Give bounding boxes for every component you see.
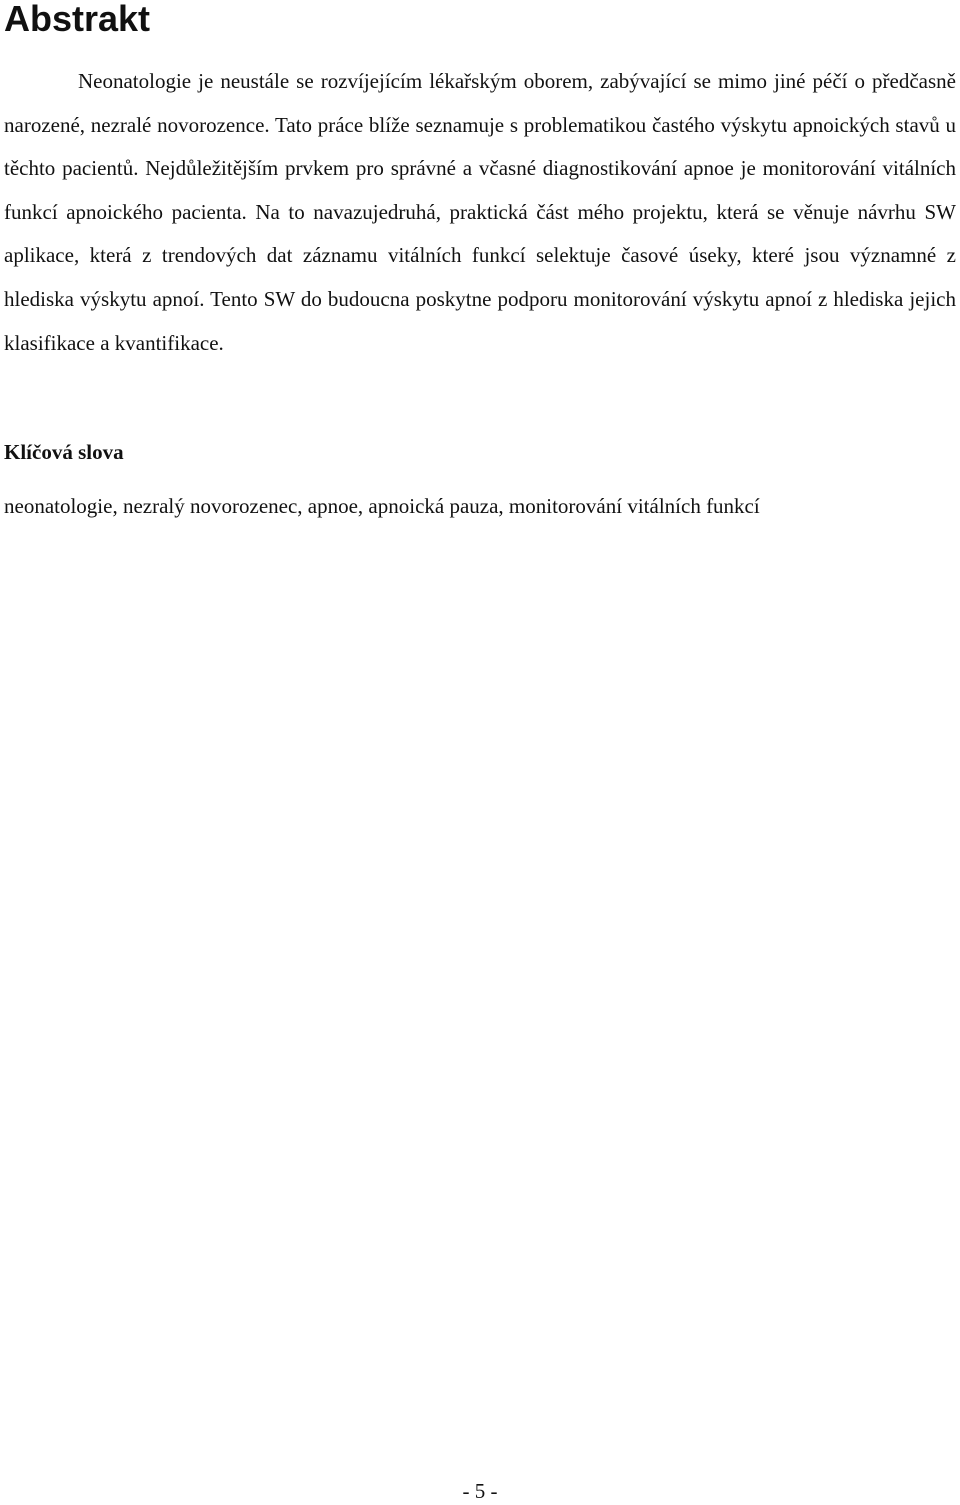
keywords-list: neonatologie, nezralý novorozenec, apnoe, apnoická pauza, monitorování vitálních funkcí (4, 494, 760, 518)
keywords-heading: Klíčová slova (4, 440, 124, 464)
page-number: - 5 - (462, 1479, 498, 1503)
page-title: Abstrakt (4, 0, 151, 39)
abstract-paragraph: Neonatologie je neustále se rozvíjejícím lékařským oborem, zabývající se mimo jiné péčí o předčasně narozené, nezralé novorozence. Tato práce blíže seznamuje s problematikou častého výskytu apnoických stavů u těchto pacientů. Nejdůležitějším prvkem pro správné a včasné diagnostikování apnoe je monitorování vitálních funkcí apnoického pacienta. Na to navazujedruhá, praktická část mého projektu, která se věnuje návrhu SW aplikace, která z trendových dat záznamu vitálních funkcí selektuje časové úseky, které jsou významné z hlediska výskytu apnoí. Tento SW do budoucna poskytne podporu monitorování výskytu apnoí z hlediska jejich klasifikace a kvantifikace. (4, 69, 956, 355)
